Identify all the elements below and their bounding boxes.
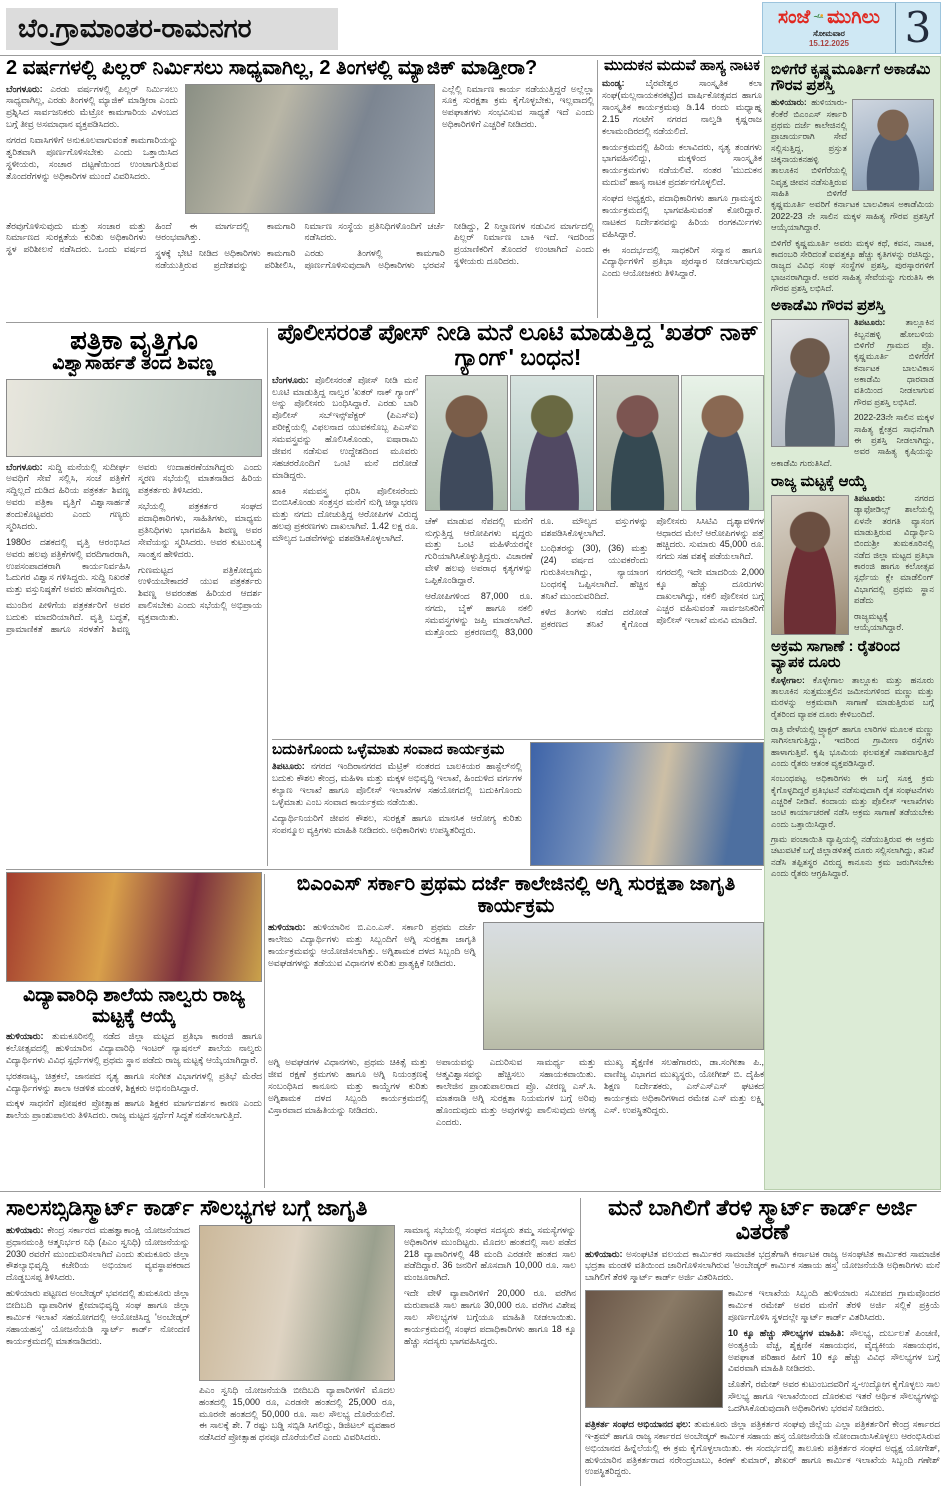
article-fake-police-gang [272, 320, 764, 738]
bold-lead-journalists: ಪತ್ರಿಕರ್ತ ಸಂಘದ ಅಭಿಯಾನದ ಫಲ: [585, 1418, 691, 1429]
byline: ಹುಳಿಯಾರು: [6, 1224, 44, 1235]
section-label: ಬೆಂ.ಗ್ರಾಮಾಂತರ-ರಾಮನಗರ [6, 8, 338, 50]
byline: ಹುಳಿಯಾರು: [771, 97, 807, 108]
paper-title-part2: ಮುಗಿಲು [827, 7, 880, 28]
palm-tree-icon [812, 11, 825, 24]
article-text: ಹುಳಿಯಾರು: ಅಸಂಘಟಿತ ವಲಯದ ಕಾರ್ಮಿಕರ ಸಾಮಾಜಿಕ ಭದ್ರತೆಗಾಗಿ ಕರ್ನಾಟಕ ರಾಜ್ಯ ಅಸಂಘಟಿತ ಕಾರ್ಮಿಕರ ಸಾಮಾಜಿಕ ಭದ್ರತಾ ಮಂಡಳಿ ವತಿಯಿಂದ ಜಾರಿಗೊಳಿಸಲಾಗಿರುವ 'ಅಂಬೇಡ್ಕರ್ ಕಾರ್ಮಿಕ ಸಹಾಯ ಹಸ್ತ' ಯೋಜನೆಯಡಿ ಅಧಿಕಾರಿಗಳು ಮನೆ ಬಾಗಿಲಿಗೆ ತೆರಳಿ ಸ್ಮಾರ್ಟ್ ಕಾರ್ಡ್ ಅರ್ಜಿ ವಿತರಿಸಿದರು. ಕಾರ್ಮಿಕ ಇಲಾಖೆಯ ಸಿಬ್ಬಂದಿ ಹುಳಿಯಾರು ಸಮೀಪದ ಗ್ರಾಮವೊಂದರ ಕಾರ್ಮಿಕ ರಮೇಶ್ ಅವರ ಮನೆಗೆ ತೆರಳಿ ಅರ್ಜಿ ಸಲ್ಲಿಕೆ ಪ್ರಕ್ರಿಯೆ ಪೂರ್ಣಗೊಳಿಸಿ ಸ್ಥಳದಲ್ಲೇ ಸ್ಮಾರ್ಟ್ ಕಾರ್ಡ್ ವಿತರಿಸಿದರು. 10 ಕ್ಕೂ ಹೆಚ್ಚು ಸೌಲಭ್ಯಗಳ ಮಾಹಿತಿ: ಸೌಲಭ್ಯ, ದುರ್ಬಲತೆ ಪಿಂಚಣಿ, ಅಂತ್ಯಕ್ರಿಯೆ ವೆಚ್ಚ, ಶೈಕ್ಷಣಿಕ ಸಹಾಯಧನ, ವೈದ್ಯಕೀಯ ಸಹಾಯಧನ, ಅಪಘಾತ ಪರಿಹಾರ ಹೀಗೆ 10 ಕ್ಕೂ ಹೆಚ್ಚು ವಿವಿಧ ಸೌಲಭ್ಯಗಳ ಬಗ್ಗೆ ವಿವರವಾಗಿ ಮಾಹಿತಿ ನೀಡಿದರು. ಜೊತೆಗೆ, ರಮೇಶ್ ಅವರ ಕುಟುಂಬದವರಿಗೆ ಸ್ವ-ಉದ್ಯೋಗ ಕೈಗೊಳ್ಳಲು ಸಾಲ ಸೌಲಭ್ಯ ಹಾಗೂ ಇಲಾಖೆಯಿಂದ ದೊರಕುವ ಇತರೆ ಆರ್ಥಿಕ ಸೌಲಭ್ಯಗಳನ್ನು ಒದಗಿಸಿಕೊಡುವುದಾಗಿ ಅಧಿಕಾರಿಗಳು ಭರವಸೆ ನೀಡಿದರು. ಪತ್ರಿಕರ್ತ ಸಂಘದ ಅಭಿಯಾನದ ಫಲ: ತುಮಕೂರು ಜಿಲ್ಲಾ ಪತ್ರಿಕರ್ತರ ಸಂಘವು ಜಿಲ್ಲೆಯ ಎಲ್ಲಾ ಪತ್ರಿಕರ್ತರಿಗೆ ಕೇಂದ್ರ ಸರ್ಕಾರದ ಇ-ಶ್ರಮ್ ಹಾಗೂ ರಾಜ್ಯ ಸರ್ಕಾರದ ಅಂಬೇಡ್ಕರ್ ಕಾರ್ಮಿಕ ಸಹಾಯ ಹಸ್ತ ಯೋಜನೆಯಡಿ ನೋಂದಾಯಿಸಿಕೊಳ್ಳಲು ಆರಂಭಿಸಿರುವ ಅಭಿಯಾನದ ಹಿನ್ನೆಲೆಯಲ್ಲಿ ಈ ಕ್ರಮ ಕೈಗೊಳ್ಳಲಾಯಿತು. ಈ ಸಂದರ್ಭದಲ್ಲಿ ತಾಲೂಕು ಪತ್ರಿಕರ್ತರ ಸಂಘದ ಅಧ್ಯಕ್ಷ ಯೋಗೇಶ್, ಹುಳಿಯಾರಿನ ಪತ್ರಿಕರ್ತರಾದ ನರೇಂದ್ರಬಾಬು, ಕಿರಣ್ ಕುಮಾರ್, ಶೇಖರ್ ಹಾಗೂ ಕಾರ್ಮಿಕ ಇಲಾಖೆಯ ಸಿಬ್ಬಂದಿ ಗಣೇಶ್ ಉಪಸ್ಥಿತರಿದ್ದರು. [585, 1248, 940, 1477]
bold-lead-benefits: 10 ಕ್ಕೂ ಹೆಚ್ಚು ಸೌಲಭ್ಯಗಳ ಮಾಹಿತಿ: [728, 1327, 845, 1338]
article-text: ತಿಪಟೂರು: ನಗರದ ಡ್ಯಾಫೋಡಿಲ್ಸ್ ಶಾಲೆಯಲ್ಲಿ ಏಳನೇ ತರಗತಿ ವ್ಯಾಸಂಗ ಮಾಡುತ್ತಿರುವ ವಿದ್ಯಾರ್ಥಿನಿ ಬಿಂದುಶ್ರೀ ತುಮಕೂರಿನಲ್ಲಿ ನಡೆದ ಜಿಲ್ಲಾ ಮಟ್ಟದ ಪ್ರತಿಭಾ ಕಾರಂಜಿ ಹಾಗೂ ಕಲೋತ್ಸವ ಸ್ಪರ್ಧೆಯ ಕ್ಲೇ ಮಾಡೆಲಿಂಗ್ ವಿಭಾಗದಲ್ಲಿ ಪ್ರಥಮ ಸ್ಥಾನ ಪಡೆದು ರಾಜ್ಯಮಟ್ಟಕ್ಕೆ ಆಯ್ಕೆಯಾಗಿದ್ದಾರೆ. [771, 493, 934, 633]
byline: ಬೆಂಗಳೂರು: [272, 374, 309, 385]
headline-wedding-play: ಮುದುಕನ ಮದುವೆ ಹಾಸ್ಯ ನಾಟಕ [604, 58, 760, 74]
byline: ಹುಳಿಯಾರು: [6, 1031, 44, 1042]
column-divider [267, 328, 268, 866]
masthead-day: ಸೋಮವಾರ [813, 29, 845, 38]
article-text: ಹುಳಿಯಾರು: ಹುಳಿಯಾರು-ಕೆಂಕೆರೆ ಬಿಎಂಎಸ್ ಸರ್ಕಾರಿ ಪ್ರಥಮ ದರ್ಜೆ ಕಾಲೇಜಿನಲ್ಲಿ ಪ್ರಾಚಾರ್ಯರಾಗಿ ಸೇವೆ ಸಲ್ಲಿಸುತ್ತಿದ್ದ, ಪ್ರಸ್ತುತ ಚಿಕ್ಕನಾಯಕನಹಳ್ಳಿ ತಾಲೂಕಿನ ಬಿಳಿಗೆರೆಯಲ್ಲಿ ನಿವೃತ್ತ ಜೀವನ ನಡೆಸುತ್ತಿರುವ ಸಾಹಿತಿ ಬಿಳಿಗೆರೆ ಕೃಷ್ಣಮೂರ್ತಿ ಅವರಿಗೆ ಕರ್ನಾಟಕ ಬಾಲವಿಕಾಸ ಅಕಾಡೆಮಿಯ 2022-23 ನೇ ಸಾಲಿನ ಮಕ್ಕಳ ಸಾಹಿತ್ಯ ಗೌರವ ಪ್ರಶಸ್ತಿಗೆ ಆಯ್ಕೆಯಾಗಿದ್ದಾರೆ. ಬಿಳಿಗೆರೆ ಕೃಷ್ಣಮೂರ್ತಿ ಅವರು ಮಕ್ಕಳ ಕಥೆ, ಕವನ, ನಾಟಕ, ಕಾದಂಬರಿ ಸೇರಿದಂತೆ ಐವತ್ತಕ್ಕೂ ಹೆಚ್ಚು ಕೃತಿಗಳನ್ನು ರಚಿಸಿದ್ದು, ರಾಜ್ಯದ ವಿವಿಧ ಸಂಘ ಸಂಸ್ಥೆಗಳ ಪ್ರಶಸ್ತಿ, ಪುರಸ್ಕಾರಗಳಿಗೆ ಭಾಜನರಾಗಿದ್ದಾರೆ. ಅವರ ಸಾಹಿತ್ಯ ಸೇವೆಯನ್ನು ಗುರುತಿಸಿ ಈ ಗೌರವ ಪ್ರಶಸ್ತಿ ಲಭಿಸಿದೆ. [771, 97, 934, 293]
right-column-panel [764, 56, 941, 1190]
photo-memorial-event [6, 379, 262, 457]
photo-registration-meeting [199, 1225, 395, 1381]
headline-krishnamurthy-award: ಬಿಳಿಗೆರೆ ಕೃಷ್ಣಮೂರ್ತಿಗೆ ಅಕಾಡೆಮಿ ಗೌರವ ಪ್ರಶಸ್ತಿ [771, 61, 931, 95]
article-text-columns: ಚೆಕ್ ಮಾಡುವ ನೆಪದಲ್ಲಿ ಮನೆಗೆ ನುಗ್ಗುತ್ತಿದ್ದ ಆರೋಪಿಗಳು ವೃದ್ಧರು ಮತ್ತು ಒಂಟಿ ಮಹಿಳೆಯರನ್ನೇ ಗುರಿಯಾಗಿಸಿಕೊಳ್ಳುತ್ತಿದ್ದರು. ವಿಚಾರಣೆ ವೇಳೆ ಹಲವು ಅಪರಾಧ ಕೃತ್ಯಗಳನ್ನು ಒಪ್ಪಿಕೊಂಡಿದ್ದಾರೆ. ಆರೋಪಿಗಳಿಂದ 87,000 ರೂ. ನಗದು, ಬೈಕ್ ಹಾಗೂ ನಕಲಿ ಸಮವಸ್ತ್ರಗಳನ್ನು ಜಪ್ತಿ ಮಾಡಲಾಗಿದೆ. ಮತ್ತೊಂದು ಪ್ರಕರಣದಲ್ಲಿ 83,000 ರೂ. ಮೌಲ್ಯದ ವಸ್ತುಗಳನ್ನು ವಶಪಡಿಸಿಕೊಳ್ಳಲಾಗಿದೆ. ಬಂಧಿತರನ್ನು (30), (36) ಮತ್ತು (24) ವರ್ಷದ ಯುವಕರೆಂದು ಗುರುತಿಸಲಾಗಿದ್ದು, ನ್ಯಾಯಾಂಗ ಬಂಧನಕ್ಕೆ ಒಪ್ಪಿಸಲಾಗಿದೆ. ಹೆಚ್ಚಿನ ತನಿಖೆ ಮುಂದುವರಿದಿದೆ. ಕಳೆದ ತಿಂಗಳು ನಡೆದ ದರೋಡೆ ಪ್ರಕರಣದ ತನಿಖೆ ಕೈಗೊಂಡ ಪೊಲೀಸರು ಸಿಸಿಟಿವಿ ದೃಶ್ಯಾವಳಿಗಳ ಆಧಾರದ ಮೇಲೆ ಆರೋಪಿಗಳನ್ನು ಪತ್ತೆ ಹಚ್ಚಿದರು. ಸುಮಾರು 45,000 ರೂ. ನಗದು ಸಹ ವಶಕ್ಕೆ ಪಡೆಯಲಾಗಿದೆ. ನಗರದಲ್ಲಿ ಇದೇ ಮಾದರಿಯ 2,000 ಕ್ಕೂ ಹೆಚ್ಚು ದೂರುಗಳು ದಾಖಲಾಗಿದ್ದು, ನಕಲಿ ಪೊಲೀಸರ ಬಗ್ಗೆ ಎಚ್ಚರ ವಹಿಸುವಂತೆ ಸಾರ್ವಜನಿಕರಿಗೆ ಪೊಲೀಸ್ ಇಲಾಖೆ ಮನವಿ ಮಾಡಿದೆ. [425, 515, 764, 637]
section-rule [272, 739, 764, 740]
headline-loan-subsidy: ಸಾಲಸಬ್ಸಿಡಿಸ್ಮಾರ್ಟ್ ಕಾರ್ಡ್ ಸೌಲಭ್ಯಗಳ ಬಗ್ಗೆ ಜಾಗೃತಿ [6, 1196, 368, 1220]
article-text: ಸಾಮಾನ್ಯ ಸಭೆಯಲ್ಲಿ ಸಂಘದ ಸದಸ್ಯರು ತಮ್ಮ ಸಮಸ್ಯೆಗಳನ್ನು ಅಧಿಕಾರಿಗಳ ಮುಂದಿಟ್ಟರು. ಮೊದಲ ಹಂತದಲ್ಲಿ ಸಾಲ ಪಡೆದ 218 ವ್ಯಾಪಾರಿಗಳಲ್ಲಿ 48 ಮಂದಿ ಎರಡನೇ ಹಂತದ ಸಾಲ ಪಡೆದಿದ್ದಾರೆ. 36 ಜನರಿಗೆ ಹೊಸದಾಗಿ 10,000 ರೂ. ಸಾಲ ಮಂಜೂರಾಗಿದೆ. ಇದೇ ವೇಳೆ ವ್ಯಾಪಾರಿಗಳಿಗೆ 20,000 ರೂ. ವರೆಗಿನ ಮರುಪಾವತಿ ಸಾಲ ಹಾಗೂ 30,000 ರೂ. ವರೆಗಿನ ವಿಶೇಷ ಸಾಲ ಸೌಲಭ್ಯಗಳ ಬಗ್ಗೆಯೂ ಮಾಹಿತಿ ನೀಡಲಾಯಿತು. ಕಾರ್ಯಕ್ರಮದಲ್ಲಿ ಸಂಘದ ಪದಾಧಿಕಾರಿಗಳು ಹಾಗೂ 18 ಕ್ಕೂ ಹೆಚ್ಚು ಸದಸ್ಯರು ಭಾಗವಹಿಸಿದ್ದರು. [404, 1224, 576, 1346]
article-fire-safety [268, 874, 764, 1190]
column-divider [580, 1198, 581, 1486]
article-text: ಹುಳಿಯಾರು: ಹುಳಿಯಾರಿನ ಬಿ.ಎಂ.ಎಸ್. ಸರ್ಕಾರಿ ಪ್ರಥಮ ದರ್ಜೆ ಕಾಲೇಜು ವಿದ್ಯಾರ್ಥಿಗಳು ಮತ್ತು ಸಿಬ್ಬಂದಿಗೆ ಅಗ್ನಿ ಸುರಕ್ಷತಾ ಜಾಗೃತಿ ಕಾರ್ಯಕ್ರಮವನ್ನು ಆಯೋಜಿಸಲಾಗಿತ್ತು. ಅಗ್ನಿಶಾಮಕ ದಳದ ಸಿಬ್ಬಂದಿ ಅಗ್ನಿ ಅವಘಡಗಳನ್ನು ತಡೆಯುವ ವಿಧಾನಗಳ ಕುರಿತು ಪ್ರಾತ್ಯಕ್ಷಿಕೆ ನೀಡಿದರು. [268, 922, 476, 968]
article-text: ಕೊಳ್ಳೇಗಾಲ: ಕೊಳ್ಳೇಗಾಲ ತಾಲ್ಲೂಕು ಮತ್ತು ಹನೂರು ತಾಲೂಕಿನ ಸುತ್ತಮುತ್ತಲಿನ ಜಮೀನುಗಳಿಂದ ಮಣ್ಣು ಮತ್ತು ಮರಳನ್ನು ಅಕ್ರಮವಾಗಿ ಸಾಗಾಣೆ ಮಾಡುತ್ತಿರುವ ಬಗ್ಗೆ ರೈತರಿಂದ ವ್ಯಾಪಕ ದೂರು ಕೇಳಿಬಂದಿದೆ. ರಾತ್ರಿ ವೇಳೆಯಲ್ಲಿ ಟ್ರ್ಯಾಕ್ಟರ್ ಹಾಗೂ ಲಾರಿಗಳ ಮೂಲಕ ಮಣ್ಣು ಸಾಗಿಸಲಾಗುತ್ತಿದ್ದು, ಇದರಿಂದ ಗ್ರಾಮೀಣ ರಸ್ತೆಗಳು ಹಾಳಾಗುತ್ತಿವೆ. ಕೃಷಿ ಭೂಮಿಯ ಫಲವತ್ತತೆ ನಾಶವಾಗುತ್ತಿದೆ ಎಂದು ರೈತರು ಆತಂಕ ವ್ಯಕ್ತಪಡಿಸಿದ್ದಾರೆ. ಸಂಬಂಧಪಟ್ಟ ಅಧಿಕಾರಿಗಳು ಈ ಬಗ್ಗೆ ಸೂಕ್ತ ಕ್ರಮ ಕೈಗೊಳ್ಳದಿದ್ದರೆ ಪ್ರತಿಭಟನೆ ನಡೆಸುವುದಾಗಿ ರೈತ ಸಂಘಟನೆಗಳು ಎಚ್ಚರಿಕೆ ನೀಡಿವೆ. ಕಂದಾಯ ಮತ್ತು ಪೊಲೀಸ್ ಇಲಾಖೆಗಳು ಜಂಟಿ ಕಾರ್ಯಾಚರಣೆ ನಡೆಸಿ ಅಕ್ರಮ ಸಾಗಾಣೆ ತಡೆಯಬೇಕು ಎಂದು ಒತ್ತಾಯಿಸಿದ್ದಾರೆ. ಗ್ರಾಮ ಪಂಚಾಯಿತಿ ವ್ಯಾಪ್ತಿಯಲ್ಲಿ ನಡೆಯುತ್ತಿರುವ ಈ ಅಕ್ರಮ ಚಟುವಟಿಕೆ ಬಗ್ಗೆ ಜಿಲ್ಲಾಡಳಿತಕ್ಕೆ ದೂರು ಸಲ್ಲಿಸಲಾಗಿದ್ದು, ತನಿಖೆ ನಡೆಸಿ ತಪ್ಪಿತಸ್ಥರ ವಿರುದ್ಧ ಕಾನೂನು ಕ್ರಮ ಜರುಗಿಸಬೇಕು ಎಂದು ರೈತರು ಆಗ್ರಹಿಸಿದ್ದಾರೆ. [771, 674, 934, 879]
headline-vidyavaridhi: ವಿದ್ಯಾವಾರಿಧಿ ಶಾಲೆಯ ನಾಲ್ವರು ರಾಜ್ಯ ಮಟ್ಟಕ್ಕೆ ಆಯ್ಕೆ [22, 985, 246, 1027]
column-divider [597, 60, 598, 318]
byline: ಬೆಂಗಳೂರು: [6, 461, 43, 472]
photo-accused-mugshot-1 [425, 375, 508, 511]
headline-fire-safety: ಬಿಎಂಎಸ್ ಸರ್ಕಾರಿ ಪ್ರಥಮ ದರ್ಜೆ ಕಾಲೇಜಿನಲ್ಲಿ ಅಗ್ನಿ ಸುರಕ್ಷತಾ ಜಾಗೃತಿ ಕಾರ್ಯಕ್ರಮ [296, 874, 736, 917]
subheadline-academy-award: ಅಕಾಡೆಮಿ ಗೌರವ ಪ್ರಶಸ್ತಿ [771, 297, 885, 315]
article-text-columns: ಬೆಂಗಳೂರು: ಸುದ್ದಿ ಮನೆಯಲ್ಲಿ ಸುದೀರ್ಘ ಅವಧಿಗೆ ಸೇವೆ ಸಲ್ಲಿಸಿ, ಸಂಜೆ ಪತ್ರಿಕೆಗೆ ಸದ್ದಿಲ್ಲದೆ ದುಡಿದ ಹಿರಿಯ ಪತ್ರಕರ್ತ ಶಿವಣ್ಣ ಅವರು ಪತ್ರಿಕಾ ವೃತ್ತಿಗೆ ವಿಶ್ವಾಸಾರ್ಹತೆ ತಂದುಕೊಟ್ಟವರು ಎಂದು ಗಣ್ಯರು ಸ್ಮರಿಸಿದರು. 1980ರ ದಶಕದಲ್ಲಿ ವೃತ್ತಿ ಆರಂಭಿಸಿದ ಅವರು ಹಲವು ಪತ್ರಿಕೆಗಳಲ್ಲಿ ವರದಿಗಾರರಾಗಿ, ಉಪಸಂಪಾದಕರಾಗಿ ಕಾರ್ಯನಿರ್ವಹಿಸಿ ಓದುಗರ ವಿಶ್ವಾಸ ಗಳಿಸಿದ್ದರು. ಸುದ್ದಿ ನಿಖರತೆ ಮತ್ತು ವಸ್ತುನಿಷ್ಠತೆಗೆ ಅವರು ಹೆಸರಾಗಿದ್ದರು. ಮುಂದಿನ ಪೀಳಿಗೆಯ ಪತ್ರಕರ್ತರಿಗೆ ಅವರ ಬದುಕು ಮಾದರಿಯಾಗಿದೆ. ವೃತ್ತಿ ಬದ್ಧತೆ, ಪ್ರಾಮಾಣಿಕತೆ ಹಾಗೂ ಸರಳತೆಗೆ ಶಿವಣ್ಣ ಅವರು ಉದಾಹರಣೆಯಾಗಿದ್ದರು ಎಂದು ಸ್ಮರಣ ಸಭೆಯಲ್ಲಿ ಮಾತನಾಡಿದ ಹಿರಿಯ ಪತ್ರಕರ್ತರು ತಿಳಿಸಿದರು. ಸಭೆಯಲ್ಲಿ ಪತ್ರಕರ್ತರ ಸಂಘದ ಪದಾಧಿಕಾರಿಗಳು, ಸಾಹಿತಿಗಳು, ಮಾಧ್ಯಮ ಪ್ರತಿನಿಧಿಗಳು ಭಾಗವಹಿಸಿ ಶಿವಣ್ಣ ಅವರ ಸೇವೆಯನ್ನು ಸ್ಮರಿಸಿದರು. ಅವರ ಕುಟುಂಬಕ್ಕೆ ಸಾಂತ್ವನ ಹೇಳಿದರು. ಗುಣಮಟ್ಟದ ಪತ್ರಿಕೋದ್ಯಮ ಉಳಿಯಬೇಕಾದರೆ ಯುವ ಪತ್ರಕರ್ತರು ಶಿವಣ್ಣ ಅವರಂತಹ ಹಿರಿಯರ ಆದರ್ಶ ಪಾಲಿಸಬೇಕು ಎಂದು ಸಭೆಯಲ್ಲಿ ಅಭಿಪ್ರಾಯ ವ್ಯಕ್ತವಾಯಿತು. [6, 461, 262, 634]
photo-accused-mugshot-4 [681, 375, 764, 511]
article-text: ಬೆಂಗಳೂರು: ಎರಡು ವರ್ಷಗಳಲ್ಲಿ ಪಿಲ್ಲರ್ ನಿರ್ಮಿಸಲು ಸಾಧ್ಯವಾಗಿಲ್ಲ, ಎರಡು ತಿಂಗಳಲ್ಲಿ ಮ್ಯಾಜಿಕ್ ಮಾಡ್ತೀರಾ ಎಂದು ಪ್ರಶ್ನಿಸಿದ ಸಾರ್ವಜನಿಕರು ಮೆಟ್ರೋ ಕಾಮಗಾರಿಯ ವಿಳಂಬದ ಬಗ್ಗೆ ತೀವ್ರ ಅಸಮಾಧಾನ ವ್ಯಕ್ತಪಡಿಸಿದರು. ನಗರದ ನಿವಾಸಿಗಳಿಗೆ ಅನುಕೂಲವಾಗುವಂತೆ ಕಾಮಗಾರಿಯನ್ನು ತ್ವರಿತವಾಗಿ ಪೂರ್ಣಗೊಳಿಸಬೇಕು ಎಂದು ಒತ್ತಾಯಿಸಿದ ಸ್ಥಳೀಯರು, ಸಂಚಾರ ದಟ್ಟಣೆಯಿಂದ ಉಂಟಾಗುತ್ತಿರುವ ತೊಂದರೆಗಳನ್ನು ಅಧಿಕಾರಿಗಳ ಮುಂದೆ ವಿವರಿಸಿದರು. [6, 83, 178, 181]
headline-dialogue-programme: ಬದುಕಿಗೊಂದು ಒಳ್ಳೆಮಾತು ಸಂವಾದ ಕಾರ್ಯಕ್ರಮ [272, 742, 505, 758]
photo-krishnamurthy-portrait [852, 99, 934, 191]
article-text: ತಿಪಟೂರು: ನಗರದ ಇಂದಿರಾನಗರದ ಮೆಟ್ರಿಕ್ ನಂತರದ ಬಾಲಕಿಯರ ಹಾಸ್ಟೆಲ್‌ನಲ್ಲಿ ಬದುಕು ಕೌಶಲ ಕೇಂದ್ರ, ಮಹಿಳಾ ಮತ್ತು ಮಕ್ಕಳ ಅಭಿವೃದ್ಧಿ ಇಲಾಖೆ, ಹಿಂದುಳಿದ ವರ್ಗಗಳ ಕಲ್ಯಾಣ ಇಲಾಖೆ ಹಾಗೂ ಪೊಲೀಸ್ ಇಲಾಖೆಗಳ ಸಹಯೋಗದಲ್ಲಿ ಬದುಕಿಗೊಂದು ಒಳ್ಳೆಮಾತು ಎಂಬ ಸಂವಾದ ಕಾರ್ಯಕ್ರಮ ನಡೆಯಿತು. ವಿದ್ಯಾರ್ಥಿನಿಯರಿಗೆ ಜೀವನ ಕೌಶಲ, ಸುರಕ್ಷತೆ ಹಾಗೂ ಮಾನಸಿಕ ಆರೋಗ್ಯ ಕುರಿತು ಸಂಪನ್ಮೂಲ ವ್ಯಕ್ತಿಗಳು ಮಾಹಿತಿ ನೀಡಿದರು. ಅಧಿಕಾರಿಗಳು ಉಪಸ್ಥಿತರಿದ್ದರು. [272, 761, 522, 835]
headline-smart-card: ಮನೆ ಬಾಗಿಲಿಗೆ ತೆರಳಿ ಸ್ಮಾರ್ಟ್ ಕಾರ್ಡ್ ಅರ್ಜಿ ವಿತರಣೆ [608, 1196, 917, 1244]
page-number: 3 [895, 3, 940, 53]
article-text: ಎಲ್ಲೆಲ್ಲಿ ನಿರ್ಮಾಣ ಕಾರ್ಯ ನಡೆಯುತ್ತಿದ್ದರೆ ಅಲ್ಲೆಲ್ಲಾ ಸೂಕ್ತ ಸುರಕ್ಷತಾ ಕ್ರಮ ಕೈಗೊಳ್ಳಬೇಕು, ಇಲ್ಲವಾದಲ್ಲಿ ಅಪಘಾತಗಳು ಸಂಭವಿಸುವ ಸಾಧ್ಯತೆ ಇದೆ ಎಂದು ಅಧಿಕಾರಿಗಳಿಗೆ ಎಚ್ಚರಿಕೆ ನೀಡಿದರು. [442, 83, 594, 130]
photo-accused-mugshot-2 [510, 375, 593, 511]
article-dialogue-programme [272, 742, 764, 868]
article-metro-pillar [6, 58, 594, 322]
photo-fire-safety-group [483, 922, 764, 1050]
photo-metro-protest-crowd [185, 84, 435, 214]
byline: ಹುಳಿಯಾರು: [585, 1248, 623, 1259]
article-shivanna-tribute [6, 326, 262, 868]
masthead-main [763, 3, 895, 53]
paper-title [778, 8, 880, 27]
byline: ತಿಪಟೂರು: [854, 493, 886, 504]
headline-state-selection: ರಾಜ್ಯ ಮಟ್ಟಕ್ಕೆ ಆಯ್ಕೆ [771, 472, 867, 490]
byline: ಬೆಂಗಳೂರು: [6, 83, 43, 94]
photo-dialogue-event [530, 742, 764, 866]
article-text: ಬೆಂಗಳೂರು: ಪೊಲೀಸರಂತೆ ಪೋಸ್ ನೀಡಿ ಮನೆ ಲೂಟಿ ಮಾಡುತ್ತಿದ್ದ ನಾಲ್ವರ 'ಖತರ್ ನಾಕ್ ಗ್ಯಾಂಗ್' ಅನ್ನು ಪೊಲೀಸರು ಬಂಧಿಸಿದ್ದಾರೆ. ಎರಡು ಬಾರಿ ಪೊಲೀಸ್ ಸಬ್‌ಇನ್ಸ್‌ಪೆಕ್ಟರ್ (ಪಿಎಸ್‌ಐ) ಪರೀಕ್ಷೆಯಲ್ಲಿ ವಿಫಲನಾದ ಯುವಕನೊಬ್ಬ ಪಿಎಸ್‌ಐ ಸಮವಸ್ತ್ರವನ್ನು ಹೊಲಿಸಿಕೊಂಡು, ಐಷಾರಾಮಿ ಜೀವನ ನಡೆಸುವ ಉದ್ದೇಶದಿಂದ ಮೂವರು ಸಹಚರರೊಂದಿಗೆ ಒಂಟಿ ಮನೆ ದರೋಡೆ ಮಾಡಿದ್ದರು. ಖಾಕಿ ಸಮವಸ್ತ್ರ ಧರಿಸಿ ಪೊಲೀಸರೆಂದು ಬಿಂಬಿಸಿಕೊಂಡು ಸಂತ್ರಸ್ತರ ಮನೆಗೆ ನುಗ್ಗಿ ಚಿನ್ನಾಭರಣ ಮತ್ತು ನಗದು ದೋಚುತ್ತಿದ್ದ ಆರೋಪಿಗಳ ವಿರುದ್ಧ ಹಲವು ಪ್ರಕರಣಗಳು ದಾಖಲಾಗಿವೆ. 1.42 ಲಕ್ಷ ರೂ. ಮೌಲ್ಯದ ಒಡವೆಗಳನ್ನು ವಶಪಡಿಸಿಕೊಳ್ಳಲಾಗಿದೆ. [272, 374, 418, 544]
column-divider [264, 874, 265, 1188]
byline: ಕೊಳ್ಳೇಗಾಲ: [771, 674, 805, 685]
masthead [762, 2, 941, 54]
byline: ಮಂಡ್ಯ: [602, 78, 625, 89]
article-loan-subsidy-awareness [6, 1196, 576, 1488]
section-rule [0, 1191, 941, 1192]
headline-illegal-transport: ಅಕ್ರಮ ಸಾಗಾಣೆ : ರೈತರಿಂದ ವ್ಯಾಪಕ ದೂರು [771, 638, 900, 672]
headline-metro-pillar: 2 ವರ್ಷಗಳಲ್ಲಿ ಪಿಲ್ಲರ್ ನಿರ್ಮಿಸಲು ಸಾಧ್ಯವಾಗಿಲ್ಲ, 2 ತಿಂಗಳಲ್ಲಿ ಮ್ಯಾಜಿಕ್ ಮಾಡ್ತೀರಾ? [6, 58, 538, 79]
article-vidyavaridhi-selection [6, 872, 262, 1190]
photo-accused-mugshot-3 [596, 375, 679, 511]
article-text: ತಿಪಟೂರು: ತಾಲ್ಲೂಕಿನ ಕಿಬ್ಬನಹಳ್ಳಿ ಹೋಬಳಿಯ ಬಿಳಿಗೆರೆ ಗ್ರಾಮದ ಪ್ರೊ. ಕೃಷ್ಣಮೂರ್ತಿ ಬಿಳಿಗೆರೆಗೆ ಕರ್ನಾಟಕ ಬಾಲವಿಕಾಸ ಅಕಾಡೆಮಿ ಧಾರವಾಡ ವತಿಯಿಂದ ನೀಡಲಾಗುವ ಗೌರವ ಪ್ರಶಸ್ತಿ ಲಭಿಸಿದೆ. 2022-23ನೇ ಸಾಲಿನ ಮಕ್ಕಳ ಸಾಹಿತ್ಯ ಕ್ಷೇತ್ರದ ಸಾಧನೆಗಾಗಿ ಈ ಪ್ರಶಸ್ತಿ ನೀಡಲಾಗಿದ್ದು, ಅವರ ಸಾಹಿತ್ಯ ಕೃಷಿಯನ್ನು ಅಕಾಡೆಮಿ ಗುರುತಿಸಿದೆ. [771, 317, 934, 468]
article-text-columns: ತೆರವುಗೊಳಿಸುವುದು ಮತ್ತು ಸಂಚಾರ ಮತ್ತು ನಿರ್ಮಾಣದ ಸುರಕ್ಷತೆಯ ಕುರಿತು ಅಧಿಕಾರಿಗಳು ಸ್ಥಳ ಪರಿಶೀಲನೆ ನಡೆಸಿದರು. ಒಂದು ವರ್ಷದ ಹಿಂದೆ ಈ ಮಾರ್ಗದಲ್ಲಿ ಕಾಮಗಾರಿ ಆರಂಭವಾಗಿತ್ತು. ಸ್ಥಳಕ್ಕೆ ಭೇಟಿ ನೀಡಿದ ಅಧಿಕಾರಿಗಳು ಕಾಮಗಾರಿ ನಡೆಯುತ್ತಿರುವ ಪ್ರದೇಶವನ್ನು ಪರಿಶೀಲಿಸಿ, ನಿರ್ಮಾಣ ಸಂಸ್ಥೆಯ ಪ್ರತಿನಿಧಿಗಳೊಂದಿಗೆ ಚರ್ಚೆ ನಡೆಸಿದರು. ಎರಡು ತಿಂಗಳಲ್ಲಿ ಕಾಮಗಾರಿ ಪೂರ್ಣಗೊಳಿಸುವುದಾಗಿ ಅಧಿಕಾರಿಗಳು ಭರವಸೆ ನೀಡಿದ್ದು, 2 ನಿಲ್ದಾಣಗಳ ನಡುವಿನ ಮಾರ್ಗದಲ್ಲಿ ಪಿಲ್ಲರ್ ನಿರ್ಮಾಣ ಬಾಕಿ ಇದೆ. ಇದರಿಂದ ಪ್ರಯಾಣಿಕರಿಗೆ ತೊಂದರೆ ಉಂಟಾಗಿದೆ ಎಂದು ಸ್ಥಳೀಯರು ದೂರಿದರು. [6, 220, 594, 271]
masthead-date: 15.12.2025 [808, 39, 850, 48]
photo-student-bindushree [771, 495, 849, 635]
photo-award-winner-portrait [771, 319, 849, 447]
photo-school-cultural-troupe [6, 872, 262, 982]
byline: ಹುಳಿಯಾರು: [268, 922, 306, 933]
article-photo-column: ಪಿಎಂ ಸ್ವನಿಧಿ ಯೋಜನೆಯಡಿ ಬೀದಿಬದಿ ವ್ಯಾಪಾರಿಗಳಿಗೆ ಮೊದಲ ಹಂತದಲ್ಲಿ 15,000 ರೂ, ಎರಡನೇ ಹಂತದಲ್ಲಿ 25,000 ರೂ, ಮೂರನೇ ಹಂತದಲ್ಲಿ 50,000 ರೂ. ಸಾಲ ಸೌಲಭ್ಯ ದೊರೆಯಲಿದೆ. ಈ ಸಾಲಕ್ಕೆ ಶೇ. 7 ರಷ್ಟು ಬಡ್ಡಿ ಸಬ್ಸಿಡಿ ಸಿಗಲಿದ್ದು, ಡಿಜಿಟಲ್ ವ್ಯವಹಾರ ನಡೆಸಿದರೆ ಪ್ರೋತ್ಸಾಹ ಧನವೂ ದೊರೆಯಲಿದೆ ಎಂದು ವಿವರಿಸಿದರು. [199, 1225, 395, 1473]
article-wedding-play [602, 58, 762, 322]
article-text: ಹುಳಿಯಾರು: ತುಮಕೂರಿನಲ್ಲಿ ನಡೆದ ಜಿಲ್ಲಾ ಮಟ್ಟದ ಪ್ರತಿಭಾ ಕಾರಂಜಿ ಹಾಗೂ ಕಲೋತ್ಸವದಲ್ಲಿ ಹುಳಿಯಾರಿನ ವಿದ್ಯಾವಾರಿಧಿ ಇಂಟರ್ ನ್ಯಾಷನಲ್ ಶಾಲೆಯ ನಾಲ್ವರು ವಿದ್ಯಾರ್ಥಿಗಳು ವಿವಿಧ ಸ್ಪರ್ಧೆಗಳಲ್ಲಿ ಪ್ರಥಮ ಸ್ಥಾನ ಪಡೆದು ರಾಜ್ಯ ಮಟ್ಟಕ್ಕೆ ಆಯ್ಕೆಯಾಗಿದ್ದಾರೆ. ಭರತನಾಟ್ಯ, ಚಿತ್ರಕಲೆ, ಜಾನಪದ ನೃತ್ಯ ಹಾಗೂ ಸಂಗೀತ ವಿಭಾಗಗಳಲ್ಲಿ ಪ್ರತಿಭೆ ಮೆರೆದ ವಿದ್ಯಾರ್ಥಿಗಳನ್ನು ಶಾಲಾ ಆಡಳಿತ ಮಂಡಳಿ, ಶಿಕ್ಷಕರು ಅಭಿನಂದಿಸಿದ್ದಾರೆ. ಮಕ್ಕಳ ಸಾಧನೆಗೆ ಪೋಷಕರ ಪ್ರೋತ್ಸಾಹ ಹಾಗೂ ಶಿಕ್ಷಕರ ಮಾರ್ಗದರ್ಶನ ಕಾರಣ ಎಂದು ಶಾಲೆಯ ಪ್ರಾಂಶುಪಾಲರು ತಿಳಿಸಿದರು. ರಾಜ್ಯ ಮಟ್ಟದ ಸ್ಪರ್ಧೆಗೆ ಸಿದ್ಧತೆ ನಡೆಸಲಾಗುತ್ತಿದೆ. [6, 1031, 262, 1121]
article-smart-card-distribution [585, 1196, 940, 1488]
article-text-columns: ಅಗ್ನಿ ಅವಘಡಗಳ ವಿಧಾನಗಳು, ಪ್ರಥಮ ಚಿಕಿತ್ಸೆ ಮತ್ತು ಜೀವ ರಕ್ಷಣೆ ಕ್ರಮಗಳು ಹಾಗೂ ಅಗ್ನಿ ನಿಯಂತ್ರಣಕ್ಕೆ ಸಂಬಂಧಿಸಿದ ಕಾನೂನು ಮತ್ತು ಕಾಯ್ದೆಗಳ ಕುರಿತು ಅಗ್ನಿಶಾಮಕ ದಳದ ಸಿಬ್ಬಂದಿ ಕಾರ್ಯಕ್ರಮದಲ್ಲಿ ವಿಸ್ತಾರವಾದ ಮಾಹಿತಿಯನ್ನು ನೀಡಿದರು. ಅಪಾಯವನ್ನು ಎದುರಿಸುವ ಸಾಮರ್ಥ್ಯ ಮತ್ತು ಆತ್ಮವಿಶ್ವಾಸವನ್ನು ಹೆಚ್ಚಿಸಲು ಸಹಾಯಕವಾಯಿತು. ಕಾಲೇಜಿನ ಪ್ರಾಂಶುಪಾಲರಾದ ಪ್ರೊ. ವೀರಣ್ಣ ಎಸ್.ಸಿ. ಮಾತನಾಡಿ ಅಗ್ನಿ ಸುರಕ್ಷತಾ ನಿಯಮಗಳ ಬಗ್ಗೆ ಅರಿವು ಹೊಂದುವುದು ಮತ್ತು ಅವುಗಳನ್ನು ಪಾಲಿಸುವುದು ಅಗತ್ಯ ಎಂದರು. ಮುಖ್ಯ ಶೈಕ್ಷಣಿಕ ಸಲಹೆಗಾರರು, ಡಾ.ಸಂಗೀತಾ ಪಿ., ವಾಣಿಜ್ಯ ವಿಭಾಗದ ಮುಖ್ಯಸ್ಥರು, ಯೋಗೀಶ್ ಬಿ. ದೈಹಿಕ ಶಿಕ್ಷಣ ನಿರ್ದೇಶಕರು, ಎನ್‌ಎಸ್‌ಎಸ್ ಘಟಕದ ಕಾರ್ಯಕ್ರಮ ಅಧಿಕಾರಿಗಳಾದ ರಮೇಶ ಎಸ್ ಮತ್ತು ಲಕ್ಷ್ಮಿ ಎಸ್. ಉಪಸ್ಥಿತರಿದ್ದರು. [268, 1057, 764, 1127]
byline: ತಿಪಟೂರು: [854, 317, 886, 328]
section-rule [6, 869, 762, 870]
headline-fake-police-gang: ಪೊಲೀಸರಂತೆ ಪೋಸ್ ನೀಡಿ ಮನೆ ಲೂಟಿ ಮಾಡುತ್ತಿದ್ದ 'ಖತರ್ ನಾಕ್ ಗ್ಯಾಂಗ್' ಬಂಧನ! [277, 320, 759, 370]
headline-shivanna-line1: ಪತ್ರಿಕಾ ವೃತ್ತಿಗೂ [70, 326, 198, 355]
paper-title-part1: ಸಂಜೆ [778, 7, 811, 28]
photo-card-handover [585, 1290, 723, 1408]
article-text: ಮಂಡ್ಯ: ಬೈರವೇಶ್ವರ ಸಾಂಸ್ಕೃತಿಕ ಕಲಾ ಸಂಘ(ಮಲ್ಲನಾಯಕನಕಟ್ಟೆ)ದ ವಾರ್ಷಿಕೋತ್ಸವದ ಹಾಗೂ ಸಾಂಸ್ಕೃತಿಕ ಕಾರ್ಯಕ್ರಮವು ಡಿ.14 ರಂದು ಮಧ್ಯಾಹ್ನ 2.15 ಗಂಟೆಗೆ ನಗರದ ನಾಲ್ವಡಿ ಕೃಷ್ಣರಾಜ ಕಲಾಮಂದಿರದಲ್ಲಿ ನಡೆಯಲಿದೆ. ಕಾರ್ಯಕ್ರಮದಲ್ಲಿ ಹಿರಿಯ ಕಲಾವಿದರು, ನೃತ್ಯ ತಂಡಗಳು ಭಾಗವಹಿಸಲಿದ್ದು, ಮಕ್ಕಳಿಂದ ಸಾಂಸ್ಕೃತಿಕ ಕಾರ್ಯಕ್ರಮಗಳು ನಡೆಯಲಿವೆ. ನಂತರ 'ಮುದುಕನ ಮದುವೆ' ಹಾಸ್ಯ ನಾಟಕ ಪ್ರದರ್ಶನಗೊಳ್ಳಲಿದೆ. ಸಂಘದ ಅಧ್ಯಕ್ಷರು, ಪದಾಧಿಕಾರಿಗಳು ಹಾಗೂ ಗ್ರಾಮಸ್ಥರು ಕಾರ್ಯಕ್ರಮದಲ್ಲಿ ಭಾಗವಹಿಸುವಂತೆ ಕೋರಿದ್ದಾರೆ. ನಾಟಕದ ನಿರ್ದೇಶನವನ್ನು ಹಿರಿಯ ರಂಗಕರ್ಮಿಗಳು ವಹಿಸಿದ್ದಾರೆ. ಈ ಸಂದರ್ಭದಲ್ಲಿ ಸಾಧಕರಿಗೆ ಸನ್ಮಾನ ಹಾಗೂ ವಿದ್ಯಾರ್ಥಿಗಳಿಗೆ ಪ್ರತಿಭಾ ಪುರಸ್ಕಾರ ನೀಡಲಾಗುವುದು ಎಂದು ಆಯೋಜಕರು ತಿಳಿಸಿದ್ದಾರೆ. [602, 78, 762, 279]
headline-shivanna-line2: ವಿಶ್ವಾಸಾರ್ಹತೆ ತಂದ ಶಿವಣ್ಣ [52, 353, 216, 375]
article-text: ಹುಳಿಯಾರು: ಕೇಂದ್ರ ಸರ್ಕಾರದ ಮಹತ್ವಾಕಾಂಕ್ಷಿ ಯೋಜನೆಯಾದ ಪ್ರಧಾನಮಂತ್ರಿ ಆತ್ಮನಿರ್ಭರ ನಿಧಿ (ಪಿಎಂ ಸ್ವನಿಧಿ) ಯೋಜನೆಯನ್ನು 2030 ರವರೆಗೆ ಮುಂದುವರಿಸಲಾಗಿದೆ ಎಂದು ತುಮಕೂರು ಜಿಲ್ಲಾ ಕೌಶಲ್ಯಾಭಿವೃದ್ಧಿ ಕಚೇರಿಯ ಅಭಿಯಾನ ವ್ಯವಸ್ಥಾಪಕರಾದ ದೊಡ್ಡಬಸಪ್ಪ ತಿಳಿಸಿದರು. ಹುಳಿಯಾರು ಪಟ್ಟಣದ ಅಂಬೇಡ್ಕರ್ ಭವನದಲ್ಲಿ ತುಮಕೂರು ಜಿಲ್ಲಾ ಬೀದಿಬದಿ ವ್ಯಾಪಾರಿಗಳ ಕ್ಷೇಮಾಭಿವೃದ್ಧಿ ಸಂಘ ಹಾಗೂ ಜಿಲ್ಲಾ ಕಾರ್ಮಿಕ ಇಲಾಖೆ ಸಹಯೋಗದಲ್ಲಿ ಆಯೋಜಿಸಿದ್ದ 'ಅಂಬೇಡ್ಕರ್ ಸಹಾಯಹಸ್ತ' ಯೋಜನೆಯಡಿ ಸ್ಮಾರ್ಟ್ ಕಾರ್ಡ್ ನೋಂದಣಿ ಕಾರ್ಯಕ್ರಮದಲ್ಲಿ ಮಾತನಾಡಿದರು. [6, 1224, 190, 1346]
byline: ತಿಪಟೂರು: [272, 761, 305, 772]
header-rule [0, 55, 762, 56]
photo-mugshot-strip [425, 375, 764, 511]
